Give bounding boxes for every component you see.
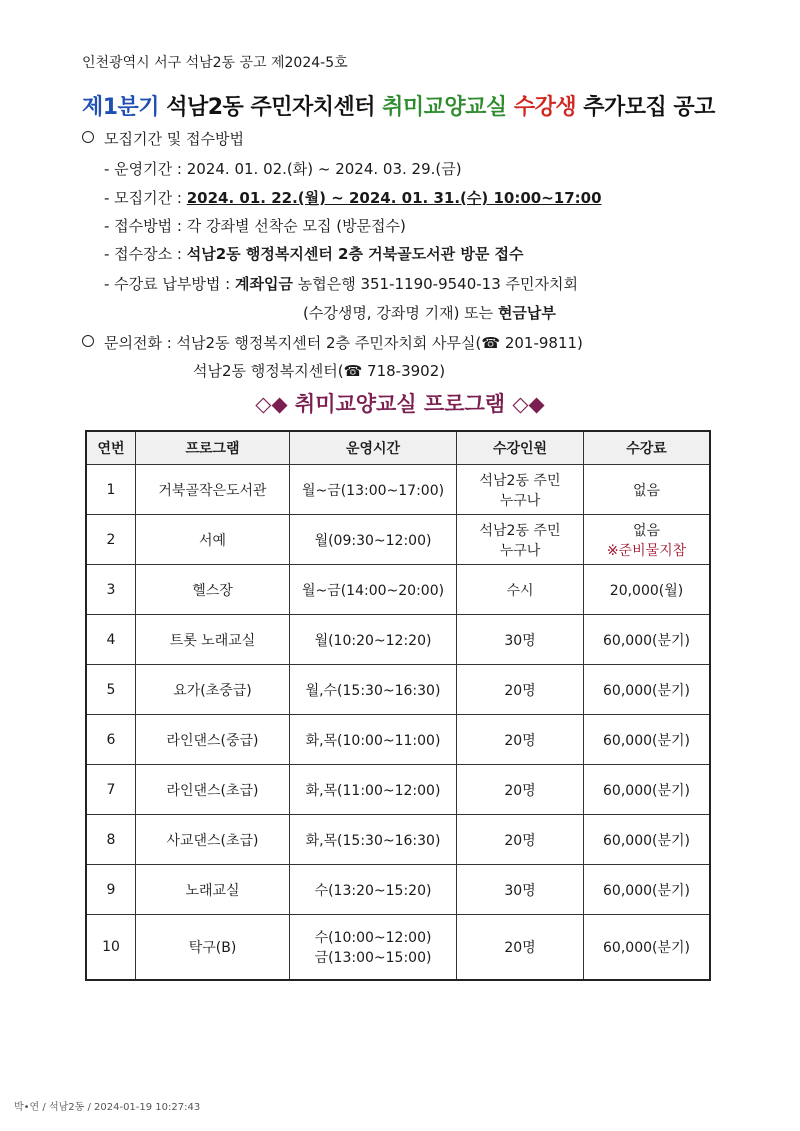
notice-number: 인천광역시 서구 석남2동 공고 제2024-5호 <box>82 55 348 71</box>
cell-no <box>86 865 136 915</box>
fee-payment-note: (수강생명, 강좌명 기재) 또는 현금납부 <box>303 304 556 322</box>
application-method: - 접수방법 : 각 강좌별 선착순 모집 (방문접수) <box>104 217 406 235</box>
cell-time-text: 수(10:00~12:00) <box>314 930 432 946</box>
cell-no-text: 9 <box>106 881 116 898</box>
table-row <box>86 815 710 865</box>
program-table <box>85 430 711 981</box>
cell-fee-text: 60,000(분기) <box>603 832 690 849</box>
cell-no <box>86 615 136 665</box>
contact-phone-2: 석남2동 행정복지센터(☎ 718-3902) <box>193 362 446 380</box>
cell-fee <box>584 615 711 665</box>
cell-program <box>136 715 290 765</box>
cell-time <box>290 565 457 615</box>
cell-fee <box>584 915 711 981</box>
cell-program-text: 라인댄스(중급) <box>166 732 259 749</box>
run-period: - 운영기간 : 2024. 01. 02.(화) ~ 2024. 03. 29.(금) <box>104 160 462 178</box>
cell-program <box>136 865 290 915</box>
cell-time <box>290 465 457 515</box>
cell-fee <box>584 515 711 565</box>
col-no: 연번 <box>86 431 136 465</box>
cell-people-text: 20명 <box>504 832 536 849</box>
cell-fee-text: 20,000(월) <box>609 582 684 599</box>
cell-fee <box>584 865 711 915</box>
cell-people-text: 20명 <box>504 682 536 699</box>
cell-program-text: 탁구(B) <box>188 940 237 956</box>
cell-no <box>86 715 136 765</box>
cell-people <box>457 815 584 865</box>
table-row <box>86 665 710 715</box>
cell-people <box>457 565 584 615</box>
table-row <box>86 765 710 815</box>
cell-fee <box>584 565 711 615</box>
print-footer: 박•연 / 석남2동 / 2024-01-19 10:27:43 <box>14 1102 201 1113</box>
cell-fee-text: 없음 <box>632 482 661 499</box>
cell-program <box>136 665 290 715</box>
cell-program <box>136 615 290 665</box>
cell-people-text: 20명 <box>504 782 536 799</box>
cell-no-text: 1 <box>106 481 116 498</box>
cell-time <box>290 615 457 665</box>
title-part: 취미교양교실 <box>382 95 514 120</box>
fee-payment-method: - 수강료 납부방법 : 계좌입금 농협은행 351-1190-9540-13 주민자치회 <box>104 275 578 293</box>
cell-fee <box>584 765 711 815</box>
cell-fee-text: 60,000(분기) <box>603 882 690 899</box>
cell-people <box>457 465 584 515</box>
cell-time-text: 수(13:20~15:20) <box>314 882 432 899</box>
section-recruit-heading: 모집기간 및 접수방법 <box>82 128 244 149</box>
cell-fee <box>584 665 711 715</box>
cell-people <box>457 715 584 765</box>
circle-bullet-icon <box>82 335 94 347</box>
cell-no-text: 7 <box>106 781 116 798</box>
cell-fee-text: ※준비물지참 <box>606 542 687 559</box>
cell-time <box>290 715 457 765</box>
cell-people <box>457 765 584 815</box>
cell-no <box>86 665 136 715</box>
cell-time <box>290 865 457 915</box>
cell-people <box>457 865 584 915</box>
table-row <box>86 565 710 615</box>
table-row <box>86 915 710 981</box>
cell-people-text: 20명 <box>504 732 536 749</box>
cell-time-text: 월~금(13:00~17:00) <box>301 482 445 499</box>
table-row <box>86 865 710 915</box>
cell-program-text: 서예 <box>198 532 227 549</box>
cell-time-text: 월(10:20~12:20) <box>314 632 432 649</box>
cell-people-text: 수시 <box>506 582 534 599</box>
col-fee: 수강료 <box>584 431 711 465</box>
cell-time-text: 화,목(10:00~11:00) <box>305 732 441 749</box>
application-place: - 접수장소 : 석남2동 행정복지센터 2층 거북골도서관 방문 접수 <box>104 245 524 263</box>
cell-time-text: 화,목(11:00~12:00) <box>305 782 441 799</box>
cell-fee-text: 60,000(분기) <box>603 682 690 699</box>
cell-time-text: 금(13:00~15:00) <box>314 950 432 966</box>
cell-time-text: 월(09:30~12:00) <box>314 532 432 549</box>
cell-fee-text: 60,000(분기) <box>603 732 690 749</box>
cell-fee <box>584 715 711 765</box>
page-title <box>82 90 715 121</box>
cell-people-text: 30명 <box>504 882 536 899</box>
cell-program <box>136 515 290 565</box>
cell-no-text: 4 <box>106 631 116 648</box>
program-title: ◇◆ 취미교양교실 프로그램 ◇◆ <box>255 392 545 416</box>
title-part: 추가모집 공고 <box>583 95 715 120</box>
cell-time-text: 월~금(14:00~20:00) <box>301 582 445 599</box>
cell-people-text: 20명 <box>504 940 536 956</box>
recruit-period: - 모집기간 : 2024. 01. 22.(월) ~ 2024. 01. 31.(수) 10:00~17:00 <box>104 189 602 207</box>
cell-program <box>136 465 290 515</box>
cell-no <box>86 515 136 565</box>
cell-program-text: 사교댄스(초급) <box>166 832 259 849</box>
cell-no-text: 3 <box>106 581 116 598</box>
cell-program <box>136 915 290 981</box>
cell-no <box>86 765 136 815</box>
cell-people <box>457 615 584 665</box>
cell-no <box>86 465 136 515</box>
col-people: 수강인원 <box>457 431 584 465</box>
cell-program-text: 노래교실 <box>185 882 240 899</box>
cell-people <box>457 665 584 715</box>
circle-bullet-icon <box>82 131 94 143</box>
cell-no <box>86 815 136 865</box>
table-row <box>86 715 710 765</box>
cell-time <box>290 665 457 715</box>
cell-no-text: 2 <box>106 531 116 548</box>
cell-time <box>290 815 457 865</box>
cell-fee-text: 없음 <box>632 522 661 539</box>
cell-fee-text: 60,000(분기) <box>603 940 690 956</box>
cell-no <box>86 915 136 981</box>
cell-fee-text: 60,000(분기) <box>603 632 690 649</box>
col-program: 프로그램 <box>136 431 290 465</box>
cell-no-text: 6 <box>106 731 116 748</box>
cell-no-text: 5 <box>106 681 116 698</box>
cell-time-text: 월,수(15:30~16:30) <box>305 682 441 699</box>
cell-people-text: 30명 <box>504 632 536 649</box>
cell-program-text: 라인댄스(초급) <box>166 782 259 799</box>
cell-people-text: 누구나 <box>499 542 541 559</box>
cell-people-text: 누구나 <box>499 492 541 509</box>
cell-fee-text: 60,000(분기) <box>603 782 690 799</box>
cell-no-text: 8 <box>106 831 116 848</box>
cell-no-text: 10 <box>102 939 120 955</box>
title-part: 석남2동 주민자치센터 <box>166 95 383 120</box>
cell-program <box>136 815 290 865</box>
cell-program-text: 트롯 노래교실 <box>169 632 256 649</box>
cell-people <box>457 915 584 981</box>
cell-fee <box>584 815 711 865</box>
cell-fee <box>584 465 711 515</box>
title-part: 제1분기 <box>82 95 167 120</box>
table-row <box>86 465 710 515</box>
cell-no <box>86 565 136 615</box>
cell-program-text: 요가(초중급) <box>173 682 252 699</box>
table-header-row <box>86 431 710 465</box>
col-time: 운영시간 <box>290 431 457 465</box>
title-part: 수강생 <box>513 95 584 120</box>
cell-program-text: 헬스장 <box>192 582 233 599</box>
cell-time <box>290 915 457 981</box>
cell-program <box>136 765 290 815</box>
cell-people <box>457 515 584 565</box>
cell-people-text: 석남2동 주민 <box>479 522 561 539</box>
cell-time <box>290 515 457 565</box>
table-row <box>86 515 710 565</box>
cell-program-text: 거북골작은도서관 <box>158 482 267 499</box>
cell-time-text: 화,목(15:30~16:30) <box>305 832 441 849</box>
table-row <box>86 615 710 665</box>
cell-time <box>290 765 457 815</box>
contact-phone: 문의전화 : 석남2동 행정복지센터 2층 주민자치회 사무실(☎ 201-9811) <box>82 332 583 353</box>
cell-people-text: 석남2동 주민 <box>479 472 561 489</box>
cell-program <box>136 565 290 615</box>
